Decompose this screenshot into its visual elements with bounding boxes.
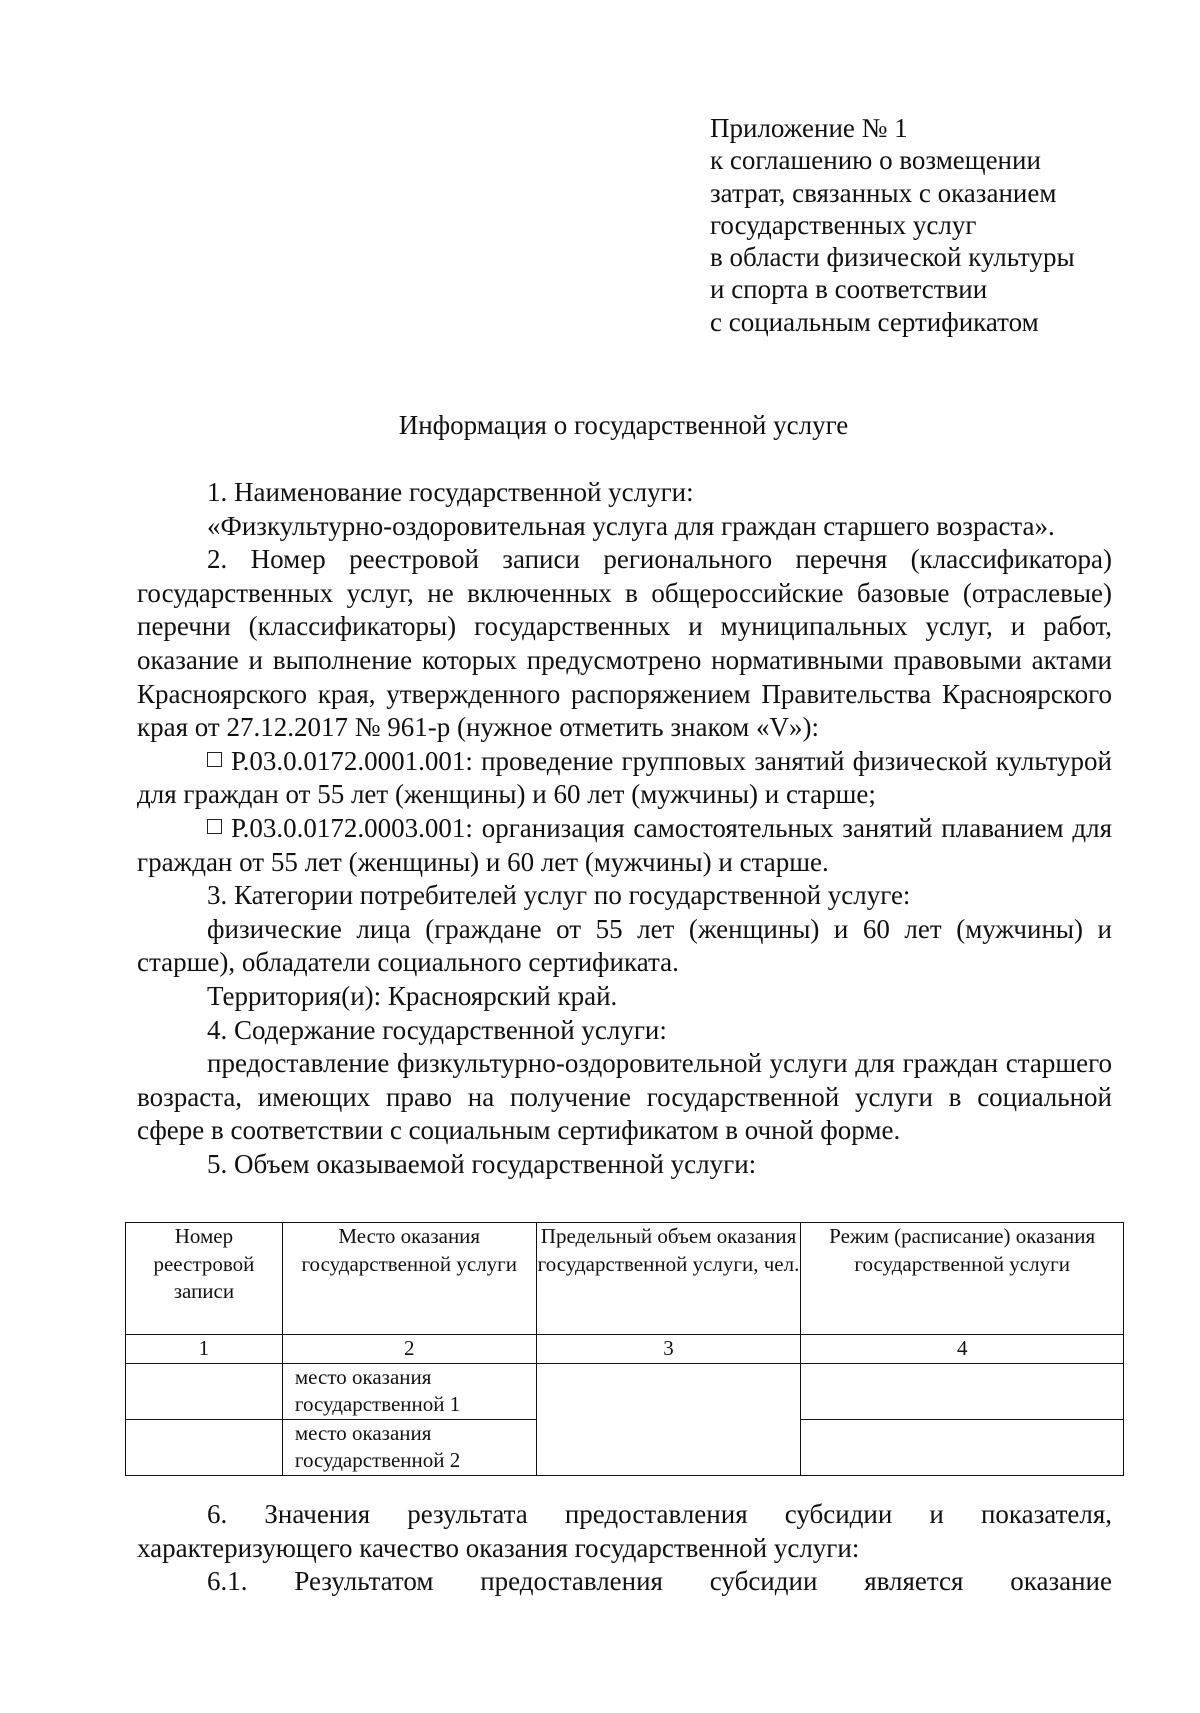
column-number: 1: [126, 1335, 283, 1364]
section-4-value: предоставление физкультурно-оздоровительной услуги для граждан старшего возраста, имеющих право на получение государственной услуги в социальной сфере в соответствии с социальным сертификатом в очной форме.: [137, 1048, 1112, 1146]
section-5-heading: 5. Объем оказываемой государственной услуги:: [207, 1148, 757, 1179]
header-service-place: Место оказания государственной услуги: [282, 1223, 536, 1335]
service-place-cell: место оказания государственной 2: [282, 1419, 536, 1475]
table-column-numbers-row: [126, 1335, 1124, 1364]
annex-line: затрат, связанных с оказанием: [710, 177, 1057, 208]
registry-number-cell: [126, 1363, 283, 1419]
table-row: [126, 1363, 1124, 1419]
option-1: [137, 745, 1112, 812]
table-header-row: [126, 1223, 1124, 1335]
column-number: 2: [282, 1335, 536, 1364]
document-title: Информация о государственной услуге: [398, 410, 849, 440]
option-2: [137, 812, 1112, 879]
schedule-cell: [801, 1419, 1124, 1475]
section-6-text: 6. Значения результата предоставления субсидии и показателя, характеризующего качество оказания государственной услуги:: [137, 1499, 1112, 1563]
header-schedule: Режим (расписание) оказания государственной услуги: [801, 1223, 1124, 1335]
checkbox-option-1[interactable]: [207, 752, 222, 767]
section-1-value: «Физкультурно-оздоровительная услуга для граждан старшего возраста».: [207, 510, 1055, 541]
section-3-value: физические лица (граждане от 55 лет (женщины) и 60 лет (мужчины) и старше), обладатели социального сертификата.: [137, 913, 1112, 978]
annex-header: [710, 112, 1075, 338]
section-1-heading: 1. Наименование государственной услуги:: [207, 477, 694, 507]
annex-line: государственных услуг: [710, 209, 977, 240]
annex-line: Приложение № 1: [710, 113, 908, 143]
option-1-text: Р.03.0.0172.0001.001: проведение групповых занятий физической культурой для граждан от 55 лет (женщины) и 60 лет (мужчины) и старше;: [137, 745, 1112, 810]
column-number: 3: [536, 1335, 801, 1364]
header-volume-limit: Предельный объем оказания государственной услуги, чел.: [536, 1223, 801, 1335]
service-volume-table: [125, 1222, 1124, 1476]
document-body-continued: [137, 1498, 1112, 1599]
schedule-cell: [801, 1363, 1124, 1419]
volume-limit-cell: [536, 1363, 801, 1475]
section-4-heading: 4. Содержание государственной услуги:: [207, 1014, 667, 1045]
annex-line: в области физической культуры: [710, 242, 1075, 273]
section-2-text: 2. Номер реестровой записи регионального перечня (классификатора) государственных услуг, не включенных в общероссийские базовые (отраслевые) перечни (классификаторы) государственных и муниципальных услуг, и работ, оказание и выполнение которых предусмотрено нормативными правовыми актами Красноярского края, утвержденного распоряжением Правительства Красноярского края от 27.12.2017 № 961-р (нужное отметить знаком «V»):: [137, 544, 1112, 743]
document-body: [137, 476, 1112, 1181]
annex-line: к соглашению о возмещении: [710, 145, 1041, 176]
registry-number-cell: [126, 1419, 283, 1475]
service-place-cell: место оказания государственной 1: [282, 1363, 536, 1419]
annex-line: с социальным сертификатом: [710, 306, 1039, 337]
section-6-1-text: 6.1. Результатом предоставления субсидии является оказание: [207, 1566, 1112, 1597]
header-registry-number: Номер реестровой записи: [126, 1223, 283, 1335]
checkbox-option-2[interactable]: [207, 819, 222, 834]
column-number: 4: [801, 1335, 1124, 1364]
territory: Территория(и): Красноярский край.: [207, 980, 618, 1011]
annex-line: и спорта в соответствии: [710, 274, 988, 305]
option-2-text: Р.03.0.0172.0003.001: организация самостоятельных занятий плаванием для граждан от 55 лет (женщины) и 60 лет (мужчины) и старше.: [137, 812, 1112, 877]
section-3-heading: 3. Категории потребителей услуг по государственной услуге:: [207, 880, 911, 911]
